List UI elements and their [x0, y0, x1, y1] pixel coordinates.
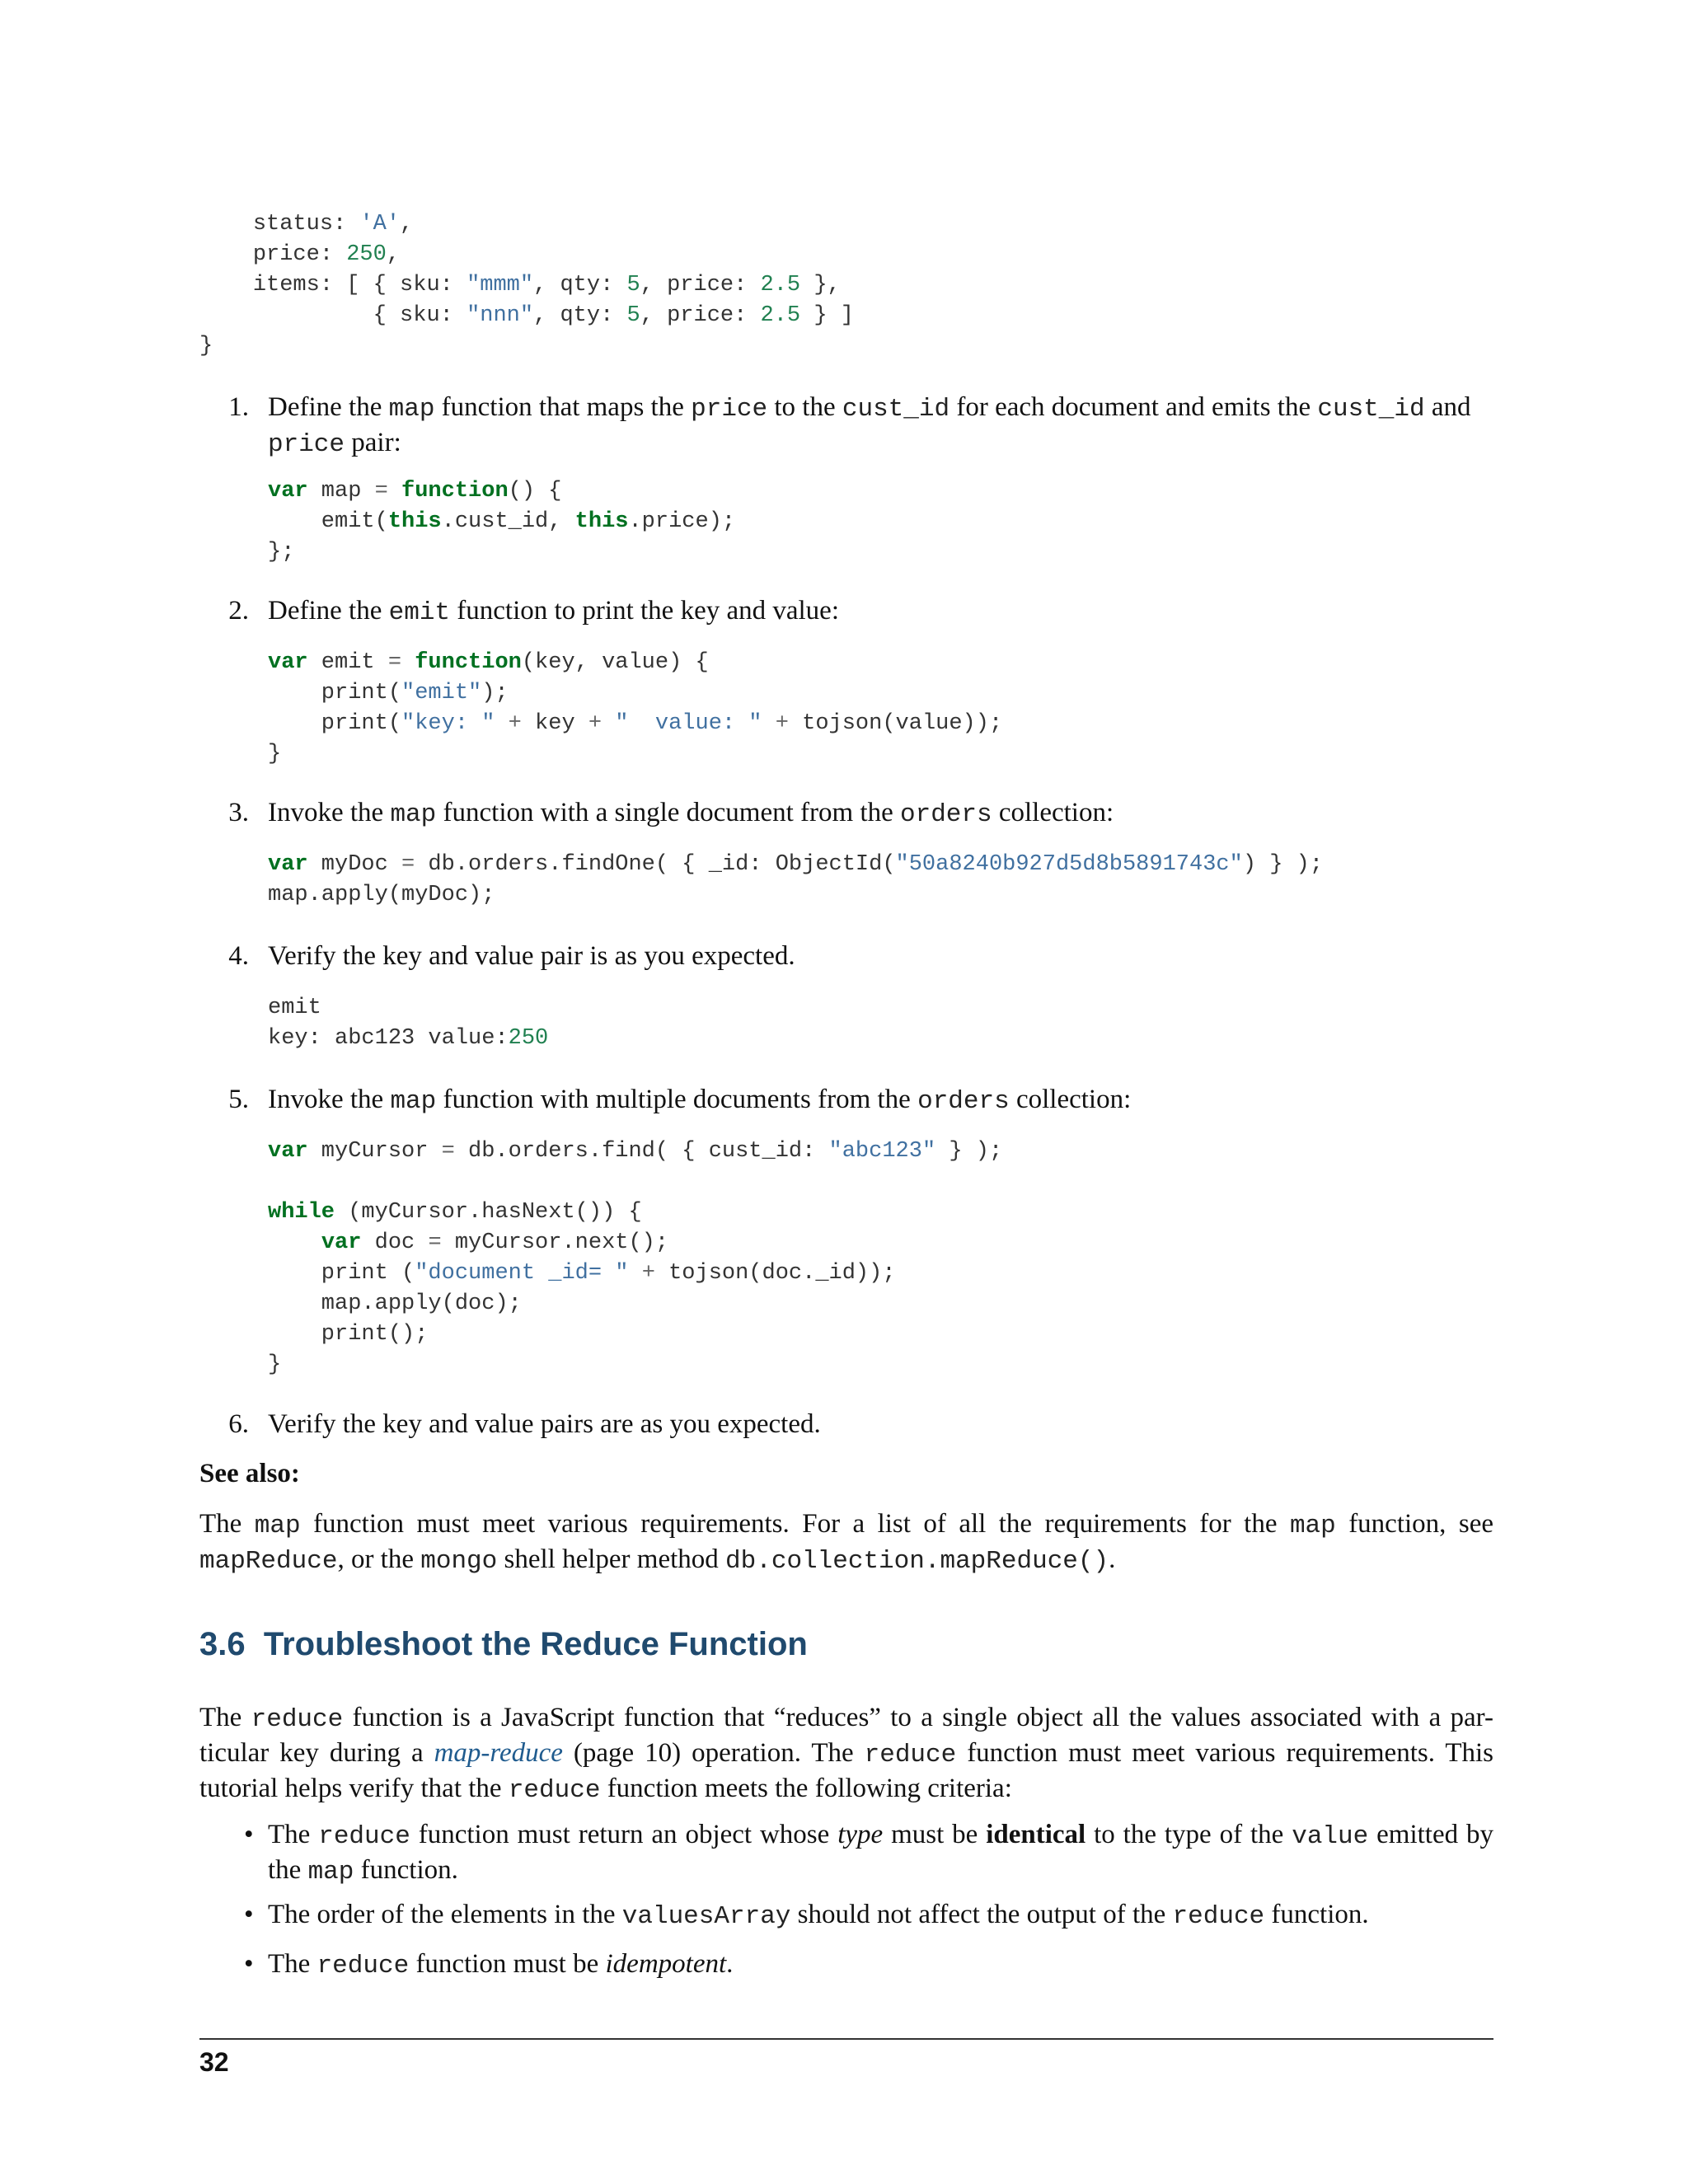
bullet-symbol: •: [244, 1820, 254, 1849]
intro-paragraph: The reduce function is a JavaScript function that “reduces” to a single object all the values associated with a par-ticular key during a map-reduce (page 10) operation. The reduce function must meet various requirements. This tutorial helps verify that the reduce function meets the following criteria:: [199, 1703, 1493, 1805]
step-number: 2.: [228, 596, 249, 626]
code-block-emit-function: var emit = function(key, value) { print("emit"); print("key: " + key + " value: " + tojson(value)); }: [268, 650, 1003, 766]
bullet-item: The reduce function must return an object whose type must be identical to the type of the value emitted by the map function.: [268, 1820, 1494, 1886]
code-block-map-function: var map = function() { emit(this.cust_id, this.price); };: [268, 479, 736, 565]
code-block-findone: var myDoc = db.orders.findOne( { _id: ObjectId("50a8240b927d5d8b5891743c") } ); map.apply(myDoc);: [268, 852, 1324, 907]
see-also-label: See also:: [199, 1459, 300, 1488]
step-text: Invoke the map function with a single document from the orders collection:: [268, 798, 1114, 829]
step-number: 5.: [228, 1085, 249, 1114]
code-block-expected-output: emit key: abc123 value:250: [268, 996, 549, 1051]
code-block-cursor-loop: var myCursor = db.orders.find( { cust_id: "abc123" } ); while (myCursor.hasNext()) { var doc = myCursor.next(); print ("document _id= " + tojson(doc._id)); map.apply(doc); print(); }: [268, 1139, 1003, 1377]
footer-rule: [199, 2038, 1493, 2040]
step-text: Verify the key and value pair is as you expected.: [268, 941, 795, 971]
code-block-order-document: status: 'A', price: 250, items: [ { sku: "mmm", qty: 5, price: 2.5 }, { sku: "nnn", qty: 5, price: 2.5 } ] }: [199, 212, 854, 359]
step-text: Invoke the map function with multiple documents from the orders collection:: [268, 1085, 1132, 1116]
step-number: 3.: [228, 798, 249, 827]
step-number: 1.: [228, 392, 249, 422]
step-text: Define the emit function to print the key and value:: [268, 596, 839, 627]
bullet-item: The order of the elements in the valuesArray should not affect the output of the reduce function.: [268, 1900, 1369, 1931]
section-number: 3.6: [199, 1626, 246, 1662]
bullet-symbol: •: [244, 1949, 254, 1979]
page-number: 32: [199, 2047, 229, 2077]
step-number: 6.: [228, 1409, 249, 1439]
bullet-symbol: •: [244, 1900, 254, 1929]
section-title: Troubleshoot the Reduce Function: [263, 1626, 808, 1662]
step-text: Define the map function that maps the price to the cust_id for each document and emits the cust_id and price pair:: [268, 392, 1471, 459]
step-text: Verify the key and value pairs are as you expected.: [268, 1409, 821, 1439]
bullet-item: The reduce function must be idempotent.: [268, 1949, 734, 1980]
map-reduce-link[interactable]: map-reduce: [434, 1738, 563, 1768]
section-heading: [199, 1624, 808, 1664]
see-also-text: The map function must meet various requirements. For a list of all the requirements for the map function, see mapReduce, or the mongo shell helper method db.collection.mapReduce().: [199, 1509, 1494, 1576]
step-number: 4.: [228, 941, 249, 971]
